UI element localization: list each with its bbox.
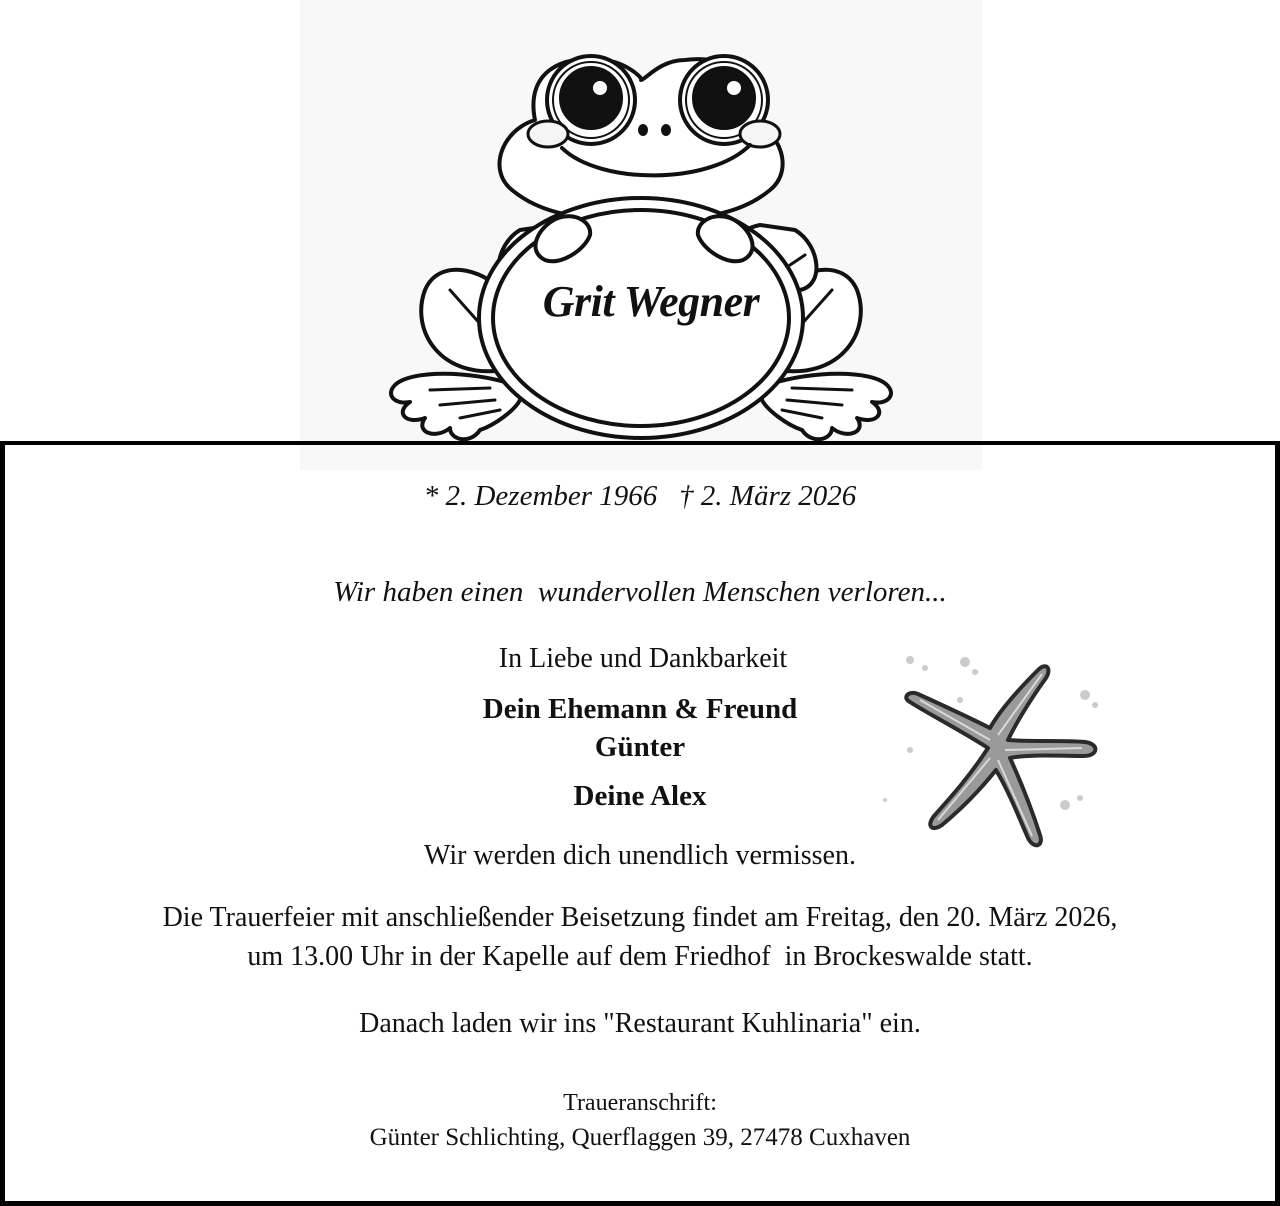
mourner-name: Günter bbox=[594, 731, 686, 763]
mourner-husband: Dein Ehemann & Freund bbox=[482, 693, 798, 725]
starfish-icon bbox=[870, 640, 1110, 870]
deceased-name: Grit Wegner bbox=[542, 277, 760, 326]
signoff-text: In Liebe und Dankbarkeit bbox=[498, 643, 788, 674]
motto-text: Wir haben einen wundervollen Menschen verloren... bbox=[333, 576, 947, 608]
ceremony-line-1: Die Trauerfeier mit anschließender Beisetzung findet am Freitag, den 20. März 2026, bbox=[162, 902, 1118, 933]
address-text: Günter Schlichting, Querflaggen 39, 27478 Cuxhaven bbox=[369, 1124, 911, 1151]
address-label: Traueranschrift: bbox=[563, 1090, 717, 1116]
reception-text: Danach laden wir ins "Restaurant Kuhlinaria" ein. bbox=[359, 1008, 921, 1039]
frog-icon bbox=[300, 0, 982, 470]
frog-illustration bbox=[300, 0, 982, 470]
closing-text: Wir werden dich unendlich vermissen. bbox=[424, 840, 856, 871]
life-dates: * 2. Dezember 1966 † 2. März 2026 bbox=[423, 480, 857, 512]
ceremony-line-2: um 13.00 Uhr in der Kapelle auf dem Friedhof in Brockeswalde statt. bbox=[247, 941, 1033, 972]
mourner-alex: Deine Alex bbox=[573, 780, 707, 812]
